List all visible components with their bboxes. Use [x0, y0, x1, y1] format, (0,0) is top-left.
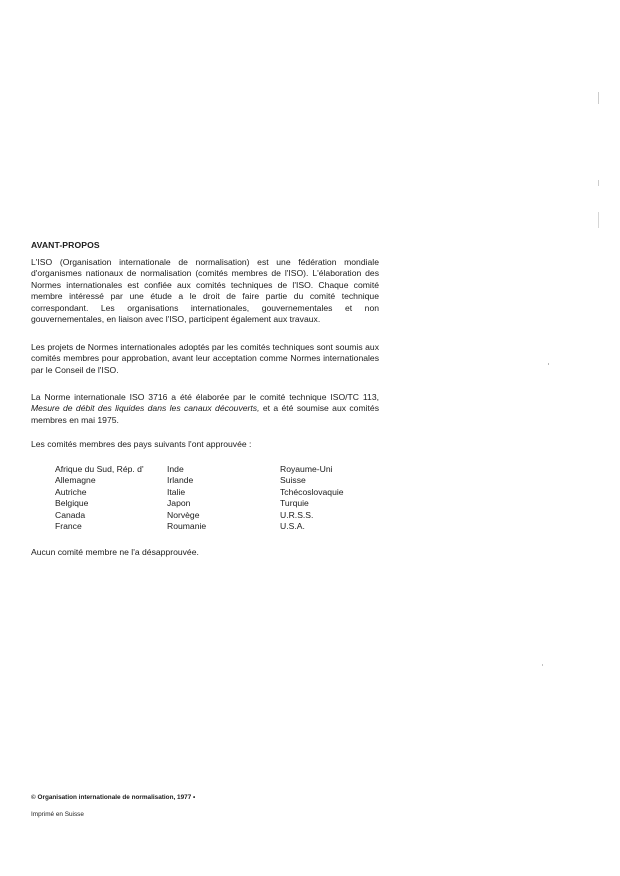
- country-item: France: [55, 521, 82, 532]
- committee-title-italic: Mesure de débit des liquides dans les canaux découverts,: [31, 403, 260, 414]
- scan-speck: [542, 664, 543, 666]
- foreword-paragraph-approvals: Les comités membres des pays suivants l'ont approuvée :: [31, 439, 252, 449]
- country-item: Italie: [167, 486, 186, 497]
- countries-column-3: [280, 464, 344, 532]
- scan-speck: [598, 92, 599, 104]
- country-item: Inde: [167, 464, 184, 474]
- scan-speck: [548, 363, 549, 365]
- scan-speck: [598, 180, 599, 186]
- scan-speck: [598, 212, 599, 228]
- standard-origin-text-end: et a été soumise aux comités membres en mai 1975.: [31, 403, 379, 425]
- country-item: Royaume-Uni: [280, 464, 333, 474]
- countries-column-2: [167, 464, 206, 532]
- countries-column-1: [55, 464, 144, 532]
- country-item: Afrique du Sud, Rép. d': [55, 464, 144, 474]
- foreword-paragraph-iso-description: L'ISO (Organisation internationale de normalisation) est une fédération mondiale d'organismes nationaux de normalisation (comités membres de l'ISO). L'élaboration des Normes internationales est confiée aux comités techniques de l'ISO. Chaque comité membre intéressé par une étude a le droit de faire partie du comité technique correspondant. Les organisations internationales, gouvernementales et non gouvernementales, en liaison avec l'ISO, participent également aux travaux.: [31, 257, 379, 325]
- country-item: Japon: [167, 498, 191, 509]
- country-item: Norvège: [167, 509, 200, 520]
- country-item: Roumanie: [167, 521, 207, 532]
- country-item: Turquie: [280, 498, 309, 509]
- copyright-notice: © Organisation internationale de normalisation, 1977 •: [31, 794, 196, 801]
- country-item: Irlande: [167, 475, 194, 486]
- country-item: U.S.A.: [280, 521, 305, 532]
- foreword-paragraph-no-disapproval: Aucun comité membre ne l'a désapprouvée.: [31, 547, 199, 557]
- country-item: Belgique: [55, 498, 89, 509]
- country-item: Autriche: [55, 486, 87, 497]
- standard-origin-text-start: La Norme internationale ISO 3716 a été élaborée par le comité technique ISO/TC 113,: [31, 392, 379, 402]
- printed-in-notice: Imprimé en Suisse: [31, 811, 84, 818]
- country-item: U.R.S.S.: [280, 509, 314, 520]
- country-item: Tchécoslovaquie: [280, 486, 344, 497]
- country-item: Canada: [55, 509, 86, 520]
- country-item: Suisse: [280, 475, 306, 486]
- foreword-title: AVANT-PROPOS: [31, 240, 100, 250]
- foreword-paragraph-adoption: Les projets de Normes internationales adoptés par les comités techniques sont soumis aux comités membres pour approbation, avant leur acceptation comme Normes internationales par le Conseil de l'ISO.: [31, 342, 379, 375]
- foreword-paragraph-standard-origin: [31, 392, 379, 426]
- country-item: Allemagne: [55, 475, 96, 486]
